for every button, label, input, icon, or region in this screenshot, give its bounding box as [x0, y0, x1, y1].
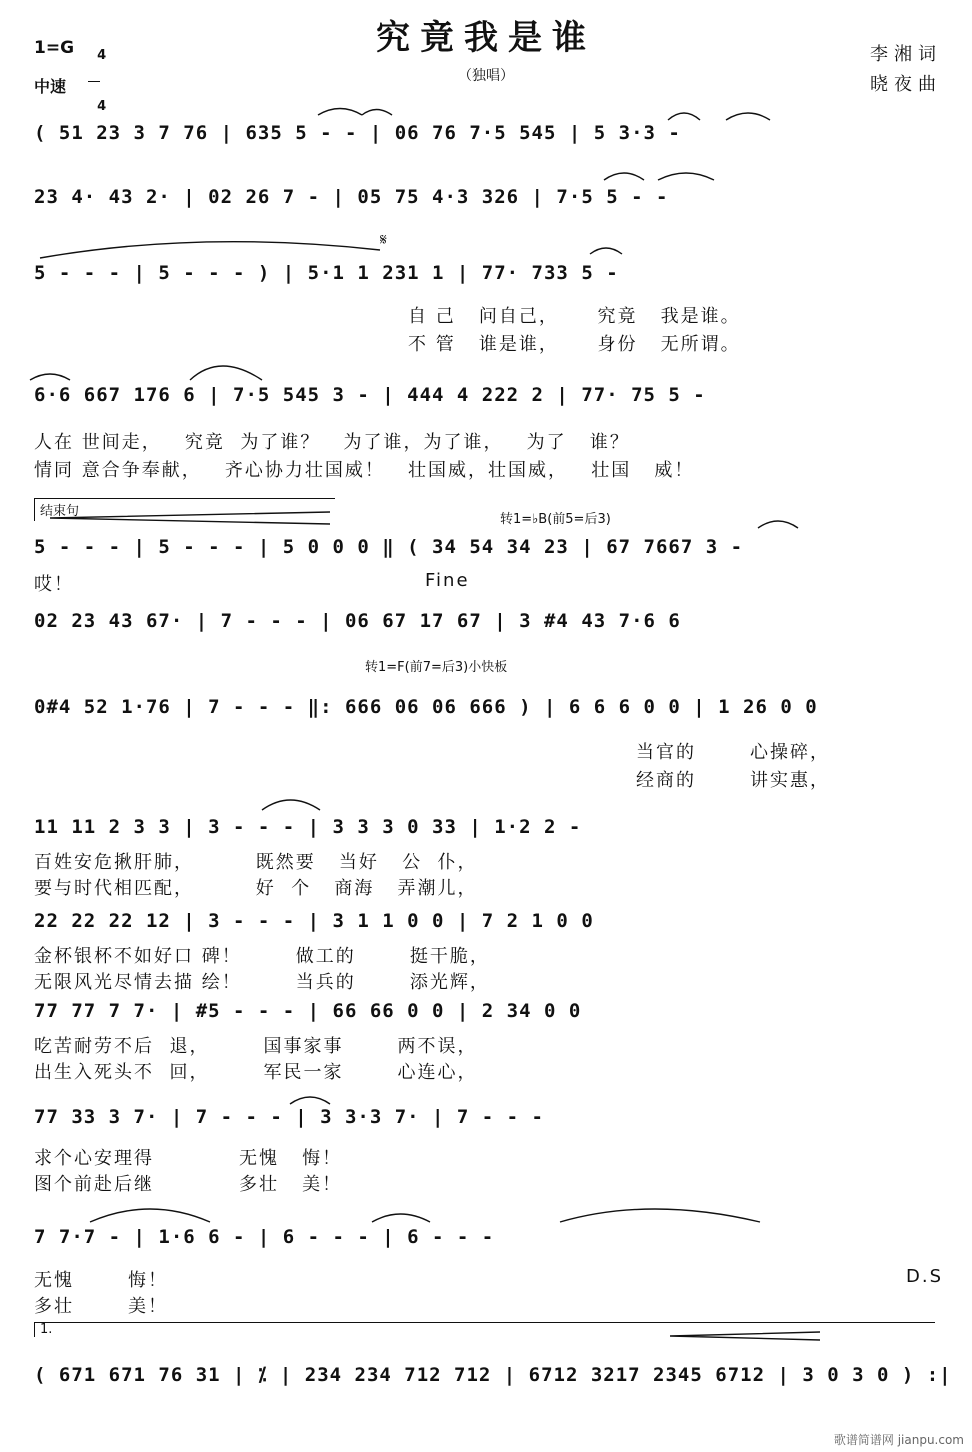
- score-line-13: ( 671 671 76 31 | ⁒ | 234 234 712 712 | 6712 3217 2345 6712 | 3 0 3 0 ) :|: [34, 1364, 952, 1386]
- fine-marking: Fine: [425, 570, 470, 591]
- score-line-5: 5 - - - | 5 - - - | 5 0 0 0 ‖ ( 34 54 34 23 | 67 7667 3 -: [34, 536, 744, 558]
- time-signature-top: 4: [97, 48, 107, 63]
- lyric-line-7-verse-1: 当官的 心操碎，: [636, 742, 831, 763]
- score-line-11: 77 33 3 7· | 7 - - - | 3 3·3 7· | 7 - - -: [34, 1106, 544, 1128]
- lyric-line-7-verse-2: 经商的 讲实惠，: [636, 770, 831, 791]
- score-line-7: 0#4 52 1·76 | 7 - - - ‖: 666 06 06 666 ) | 6 6 6 0 0 | 1 26 0 0: [34, 696, 818, 718]
- score-line-10: 77 77 7 7· | #5 - - - | 66 66 0 0 | 2 34 0 0: [34, 1000, 582, 1022]
- first-ending-label: 1.: [40, 1322, 53, 1337]
- performance-note: （独唱）: [458, 68, 514, 84]
- lyric-line-5: 哎！: [34, 574, 74, 595]
- score-line-6: 02 23 43 67· | 7 - - - | 06 67 17 67 | 3 #4 43 7·6 6: [34, 610, 681, 632]
- lyric-line-9-verse-2: 无限风光尽情去描 绘！ 当兵的 添光辉，: [34, 972, 490, 993]
- score-line-8: 11 11 2 3 3 | 3 - - - | 3 3 3 0 33 | 1·2 2 -: [34, 816, 582, 838]
- modulation-mark-1: 转1=♭B(前5=后3): [500, 512, 611, 527]
- watermark: 歌谱简谱网 jianpu.com: [833, 1433, 964, 1447]
- lyric-line-10-verse-2: 出生入死头不 回， 军民一家 心连心，: [34, 1062, 478, 1083]
- composer-credit: 晓夜曲: [870, 74, 942, 95]
- score-line-9: 22 22 22 12 | 3 - - - | 3 1 1 0 0 | 7 2 1 0 0: [34, 910, 594, 932]
- lyric-line-11-verse-1: 求个心安理得 无愧 悔！: [34, 1148, 343, 1169]
- key-signature: 1=G: [34, 38, 75, 58]
- lyric-line-8-verse-1: 百姓安危揪肝肺， 既然要 当好 公 仆，: [34, 852, 478, 873]
- lyricist-credit: 李湘词: [870, 44, 942, 65]
- song-title: 究竟我是谁: [376, 18, 596, 58]
- lyric-line-12-verse-1: 无愧 悔！: [34, 1270, 169, 1291]
- lyric-line-11-verse-2: 图个前赴后继 多壮 美！: [34, 1174, 343, 1195]
- modulation-mark-2: 转1=F(前7=后3)小快板: [365, 660, 508, 675]
- lyric-line-9-verse-1: 金杯银杯不如好口 碑！ 做工的 挺干脆，: [34, 946, 490, 967]
- lyric-line-3-verse-2: 不 管 谁是谁， 身份 无所谓。: [408, 334, 741, 355]
- lyric-line-4-verse-1: 人在 世间走， 究竟 为了谁？ 为了谁，为了谁， 为了 谁？: [34, 432, 630, 453]
- ending-label: 结束句: [40, 504, 80, 519]
- score-line-12: 7 7·7 - | 1·6 6 - | 6 - - - | 6 - - -: [34, 1226, 495, 1248]
- dal-segno-marking: D.S: [906, 1266, 944, 1287]
- score-line-1: ( 51 23 3 7 76 | 635 5 - - | 06 76 7·5 545 | 5 3·3 -: [34, 122, 681, 144]
- lyric-line-3-verse-1: 自 己 问自己， 究竟 我是谁。: [408, 306, 741, 327]
- score-line-3: 5 - - - | 5 - - - ) | 5·1 1 231 1 | 77· 733 5 -: [34, 262, 619, 284]
- score-line-2: 23 4· 43 2· | 02 26 7 - | 05 75 4·3 326 | 7·5 5 - -: [34, 186, 669, 208]
- tempo-marking: 中速: [34, 77, 67, 96]
- time-signature-bottom: 4: [97, 99, 107, 114]
- score-line-4: 6·6 667 176 6 | 7·5 545 3 - | 444 4 222 2 | 77· 75 5 -: [34, 384, 706, 406]
- lyric-line-8-verse-2: 要与时代相匹配， 好 个 商海 弄潮儿，: [34, 878, 478, 899]
- lyric-line-4-verse-2: 情同 意合争奉献， 齐心协力壮国威！ 壮国威，壮国威， 壮国 威！: [34, 460, 695, 481]
- lyric-line-10-verse-1: 吃苦耐劳不后 退， 国事家事 两不误，: [34, 1036, 478, 1057]
- lyric-line-12-verse-2: 多壮 美！: [34, 1296, 169, 1317]
- segno-sign: 𝄋: [380, 230, 387, 249]
